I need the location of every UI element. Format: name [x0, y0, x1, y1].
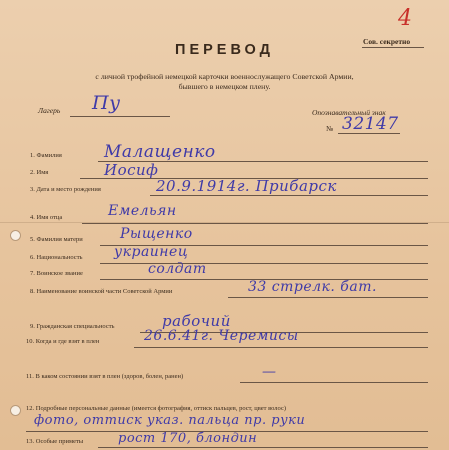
document-subtitle-2: бывшего в немецком плену.: [178, 82, 271, 91]
field-2-value: Иосиф: [104, 161, 159, 179]
field-7-value: солдат: [148, 261, 207, 277]
page-number: 4: [398, 6, 413, 31]
field-13-label: 13. Особые приметы: [26, 438, 84, 445]
id-mark-prefix: №: [326, 124, 334, 133]
field-3-label: 3. Дата и место рождения: [30, 186, 101, 193]
field-8-line: [228, 297, 428, 298]
field-10-label: 10. Когда и где взят в плен: [26, 338, 100, 345]
field-9-label: 9. Гражданская специальность: [30, 323, 115, 330]
field-5-value: Рыщенко: [120, 226, 193, 242]
field-3-value: 20.9.1914г. Прибарск: [156, 177, 337, 195]
field-3-line: [150, 195, 428, 196]
field-10-line: [134, 347, 428, 348]
field-13-value: рост 170, блондин: [118, 431, 258, 446]
field-9-value: рабочий: [162, 312, 231, 330]
field-7-label: 7. Воинское звание: [30, 270, 83, 277]
id-mark-value: 32147: [342, 114, 399, 134]
punch-hole-bottom: [10, 405, 21, 416]
field-6-label: 6. Национальность: [30, 254, 83, 261]
document-title: ПЕРЕВОД: [175, 42, 274, 58]
field-4-value: Емельян: [108, 203, 177, 219]
field-11-value: —: [262, 364, 277, 380]
camp-underline: [70, 116, 170, 117]
field-6-value: украинец: [114, 244, 189, 260]
field-11-label: 11. В каком состоянии взят в плен (здоров, болен, ранен): [26, 373, 184, 380]
field-8-label: 8. Наименование воинской части Советской Армии: [30, 288, 173, 295]
document-subtitle-1: с личной трофейной немецкой карточки военнослужащего Советской Армии,: [95, 72, 354, 81]
field-2-label: 2. Имя: [30, 169, 49, 176]
field-12-label: 12. Подробные персональные данные (имеется фотография, оттиск пальцев, рост, цвет волос): [26, 405, 286, 412]
field-4-label: 4. Имя отца: [30, 214, 63, 221]
classification-label: Сов. секретно: [363, 37, 411, 46]
field-4-line: [82, 223, 428, 224]
field-5-label: 5. Фамилия матери: [30, 236, 83, 243]
camp-label: Лагерь: [38, 106, 61, 115]
camp-value: Пу: [92, 92, 121, 114]
field-1-value: Малащенко: [104, 142, 216, 162]
field-13-line: [98, 447, 428, 448]
field-12-value: фото, оттиск указ. пальца пр. руки: [34, 413, 306, 428]
punch-hole-top: [10, 230, 21, 241]
field-1-label: 1. Фамилия: [30, 152, 62, 159]
field-8-value: 33 стрелк. бат.: [248, 279, 377, 295]
field-10-value: 26.6.41г. Черемисы: [144, 328, 299, 344]
id-mark-label: Опознавательный знак: [312, 108, 386, 117]
field-11-line: [240, 382, 428, 383]
